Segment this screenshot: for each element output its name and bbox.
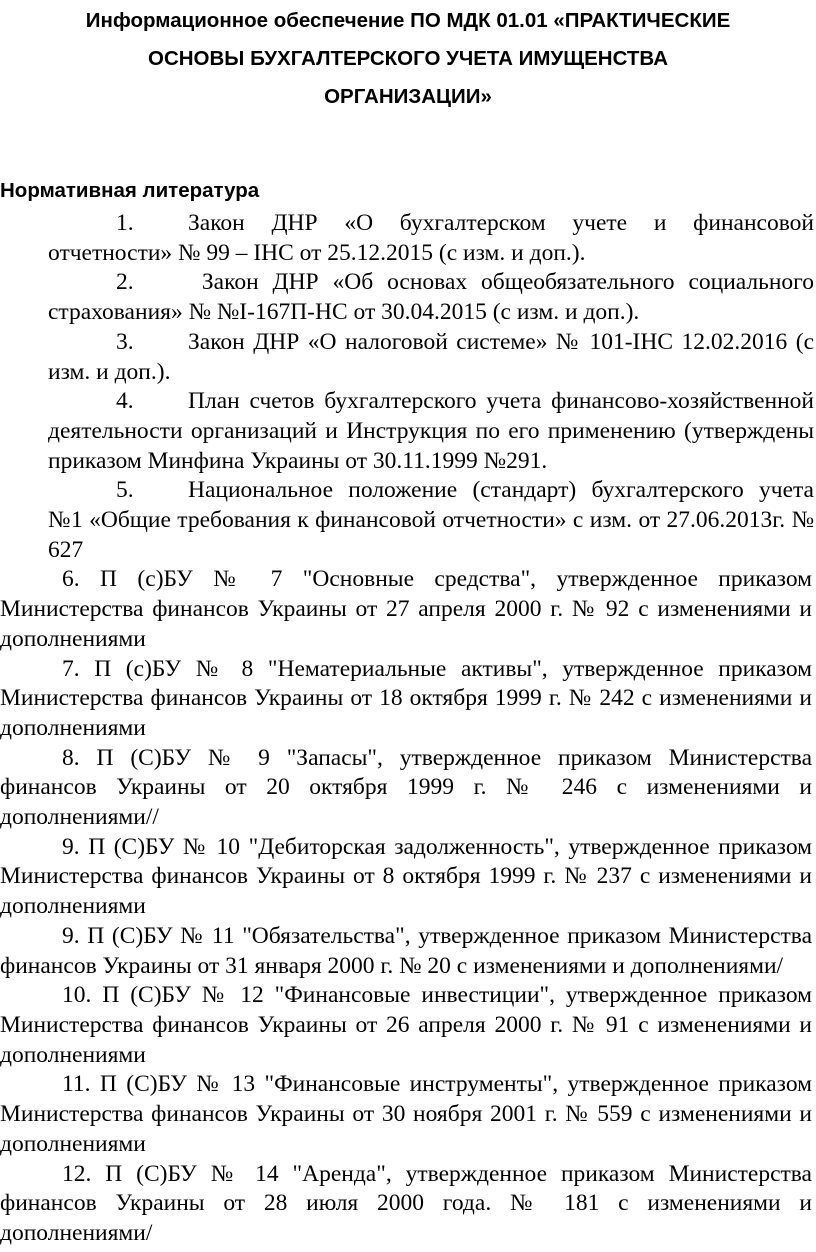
item-number: 3. <box>116 328 134 355</box>
item-number: 10. <box>62 982 92 1009</box>
item-text: План счетов бухгалтерского учета финансово-хозяйственной деятельности организаций и Инструкция по его применению (утверждены приказом Минфина Украины от 30.11.1999 №291. <box>48 388 814 474</box>
item-text: Закон ДНР «О бухгалтерском учете и финансовой отчетности» № 99 – IHC от 25.12.2015 (с изм. и доп.). <box>48 210 814 266</box>
item-text: П (С)БУ № 9 "Запасы", утвержденное приказом Министерства финансов Украины от 20 октября 1999 г. № 246 с изменениями и дополнениями// <box>0 744 813 831</box>
list-item <box>0 565 812 654</box>
document-title <box>0 2 816 116</box>
item-text: Национальное положение (стандарт) бухгалтерского учета №1 «Общие требования к финансовой отчетности» с изм. от 27.06.2013г. № 627 <box>48 477 814 563</box>
title-line-1: Информационное обеспечение ПО МДК 01.01 «ПРАКТИЧЕСКИЕ <box>85 9 731 32</box>
item-text: П (С)БУ № 10 "Дебиторская задолженность", утвержденное приказом Министерства финансов Украины от 8 октября 1999 г. № 237 с изменениями и дополнениями <box>0 833 812 920</box>
list-item <box>48 209 814 268</box>
list-item <box>0 744 812 833</box>
item-text: П (с)БУ № 7 "Основные средства", утвержденное приказом Министерства финансов Украины от 27 апреля 2000 г. № 92 с изменениями и дополнениями <box>0 566 813 652</box>
item-number: 11. <box>62 1071 91 1098</box>
list-item <box>48 268 814 327</box>
list-item <box>0 833 812 922</box>
item-text: П (С)БУ № 12 "Финансовые инвестиции", утвержденное приказом Министерства финансов Украины от 26 апреля 2000 г. № 91 с изменениями и дополнениями <box>0 982 812 1068</box>
list-item <box>0 981 812 1070</box>
item-number: 4. <box>116 388 134 415</box>
item-number: 7. <box>62 655 80 682</box>
title-line-2: ОСНОВЫ БУХГАЛТЕРСКОГО УЧЕТА ИМУЩЕНСТВА <box>148 47 668 70</box>
list-item <box>48 476 814 565</box>
item-text: П (с)БУ № 8 "Нематериальные активы", утвержденное приказом Министерства финансов Украины от 18 октября 1999 г. № 242 с изменениями и дополнениями <box>0 655 813 741</box>
list-item <box>0 1070 812 1159</box>
item-number: 8. <box>62 744 80 771</box>
list-item <box>0 922 812 981</box>
list-item <box>48 328 814 387</box>
item-text: Закон ДНР «О налоговой системе» № 101-IHC 12.02.2016 (с изм. и доп.). <box>48 328 814 385</box>
item-number: 12. <box>62 1160 92 1187</box>
item-text: Закон ДНР «Об основах общеобязательного социального страхования» № №I-167П-НС от 30.04.2015 (с изм. и доп.). <box>48 269 814 326</box>
item-number: 1. <box>116 210 134 236</box>
section-heading: Нормативная литература <box>0 179 260 202</box>
references-list <box>0 209 816 1249</box>
item-number: 5. <box>116 477 134 504</box>
item-number: 6. <box>62 566 80 593</box>
item-number: 2. <box>116 269 134 296</box>
item-text: П (С)БУ № 13 "Финансовые инструменты", утвержденное приказом Министерства финансов Украины от 30 ноября 2001 г. № 559 с изменениями и дополнениями <box>0 1071 812 1157</box>
item-text: П (С)БУ № 11 "Обязательства", утвержденное приказом Министерства финансов Украины от 31 января 2000 г. № 20 с изменениями и дополнениями/ <box>0 922 812 979</box>
item-text: П (С)БУ № 14 "Аренда", утвержденное приказом Министерства финансов Украины от 28 июля 2000 года. № 181 с изменениями и дополнениями/ <box>0 1160 812 1246</box>
item-number: 9. <box>62 922 80 949</box>
list-item <box>48 387 814 476</box>
item-number: 9. <box>62 833 80 860</box>
list-item <box>0 655 812 744</box>
list-item <box>0 1160 812 1249</box>
title-line-3: ОРГАНИЗАЦИИ» <box>324 85 492 108</box>
